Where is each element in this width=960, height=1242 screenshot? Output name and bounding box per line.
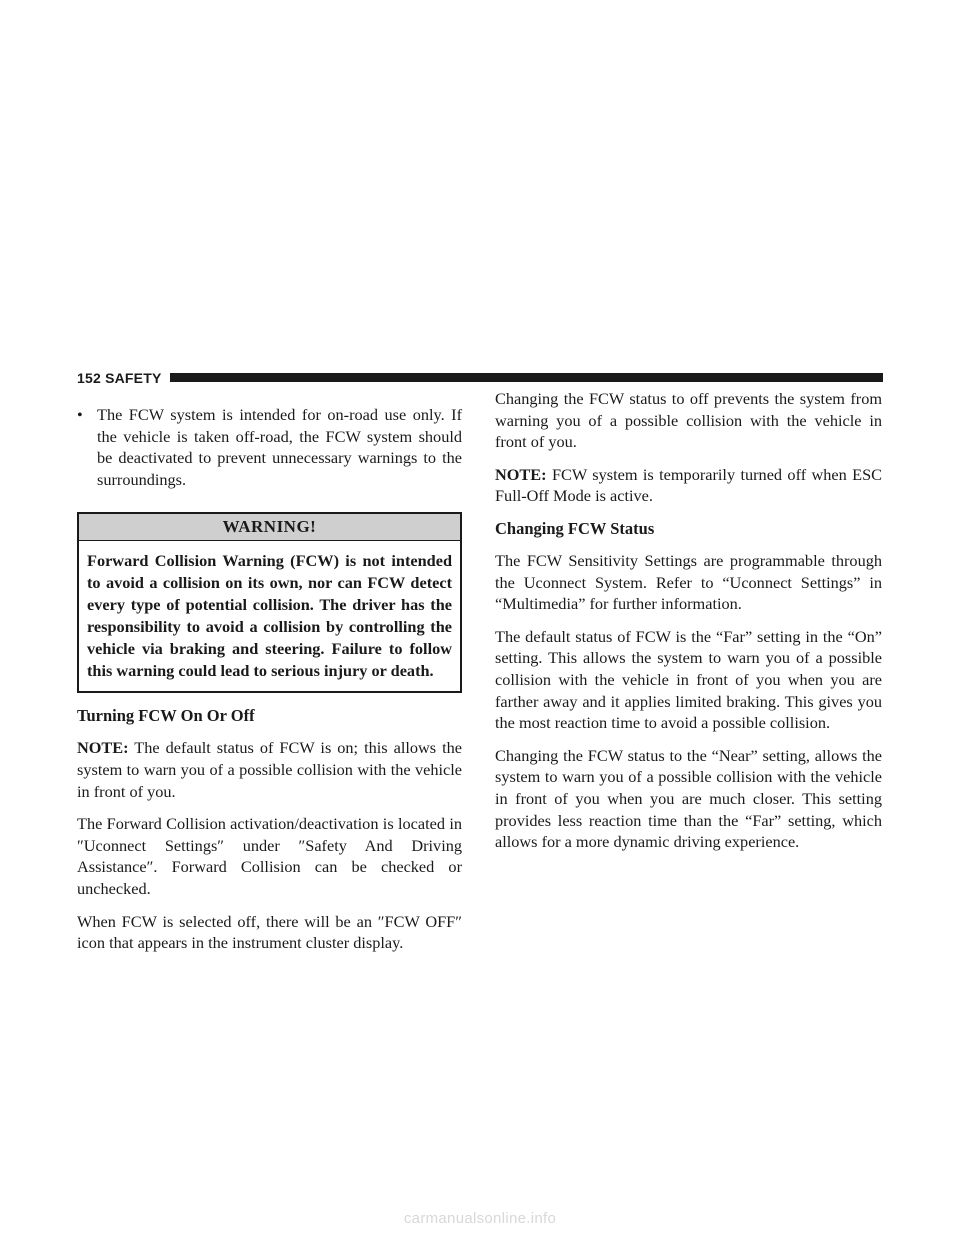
section-heading-changing-fcw: Changing FCW Status — [495, 518, 655, 538]
body-paragraph: The FCW Sensitivity Settings are programmable through the Uconnect System. Refer to “Uconnect Settings” in “Multimedia” for further information. — [495, 550, 882, 614]
header-rule — [170, 373, 883, 382]
header-label — [77, 369, 162, 387]
body-paragraph: Changing the FCW status to off prevents the system from warning you of a possible collision with the vehicle in front of you. — [495, 389, 882, 452]
bullet-text: The FCW system is intended for on-road use only. If the vehicle is taken off-road, the FCW system should be deactivated to prevent unnecessary warnings to the surroundings. — [97, 405, 462, 489]
note-label: NOTE: — [495, 464, 547, 484]
body-paragraph: The default status of FCW is the “Far” setting in the “On” setting. This allows the system to warn you of a possible collision with the vehicle in front of you when you are farther away and it applies limited braking. This gives you the most reaction time to avoid a possible collision. — [495, 626, 882, 733]
note-text: The default status of FCW is on; this allows the system to warn you of a possible collision with the vehicle in front of you. — [77, 738, 462, 801]
watermark: carmanualsonline.info — [403, 1210, 557, 1227]
bullet-mark: • — [77, 405, 83, 424]
note-paragraph — [77, 737, 462, 802]
left-column — [77, 404, 462, 965]
bullet-item — [77, 404, 462, 490]
body-paragraph: When FCW is selected off, there will be an ″FCW OFF″ icon that appears in the instrument cluster display. — [77, 911, 462, 953]
section-heading-turning-fcw: Turning FCW On Or Off — [77, 706, 255, 726]
note-text: FCW system is temporarily turned off when ESC Full-Off Mode is active. — [495, 464, 882, 506]
warning-body: Forward Collision Warning (FCW) is not intended to avoid a collision on its own, nor can FCW detect every type of potential collision. The driver has the responsibility to avoid a collision by controlling the vehicle via braking and steering. Failure to follow this warning could lead to serious injury or death. — [87, 551, 452, 681]
body-paragraph: The Forward Collision activation/deactivation is located in ″Uconnect Settings″ under ″Safety And Driving Assistance″. Forward Collision can be checked or unchecked. — [77, 814, 462, 898]
warning-title: WARNING! — [79, 514, 460, 541]
note-label: NOTE: — [77, 738, 129, 758]
body-paragraph: Changing the FCW status to the “Near” setting, allows the system to warn you of a possible collision with the vehicle in front of you when you are much closer. This setting provides less reaction time than the “Far” setting, which allows for a more dynamic driving experience. — [495, 745, 882, 852]
note-paragraph — [495, 464, 882, 507]
page-number: 152 — [77, 370, 101, 386]
right-column — [495, 388, 882, 864]
warning-box — [77, 512, 462, 693]
page-header — [77, 369, 883, 387]
section-title: SAFETY — [105, 370, 162, 386]
